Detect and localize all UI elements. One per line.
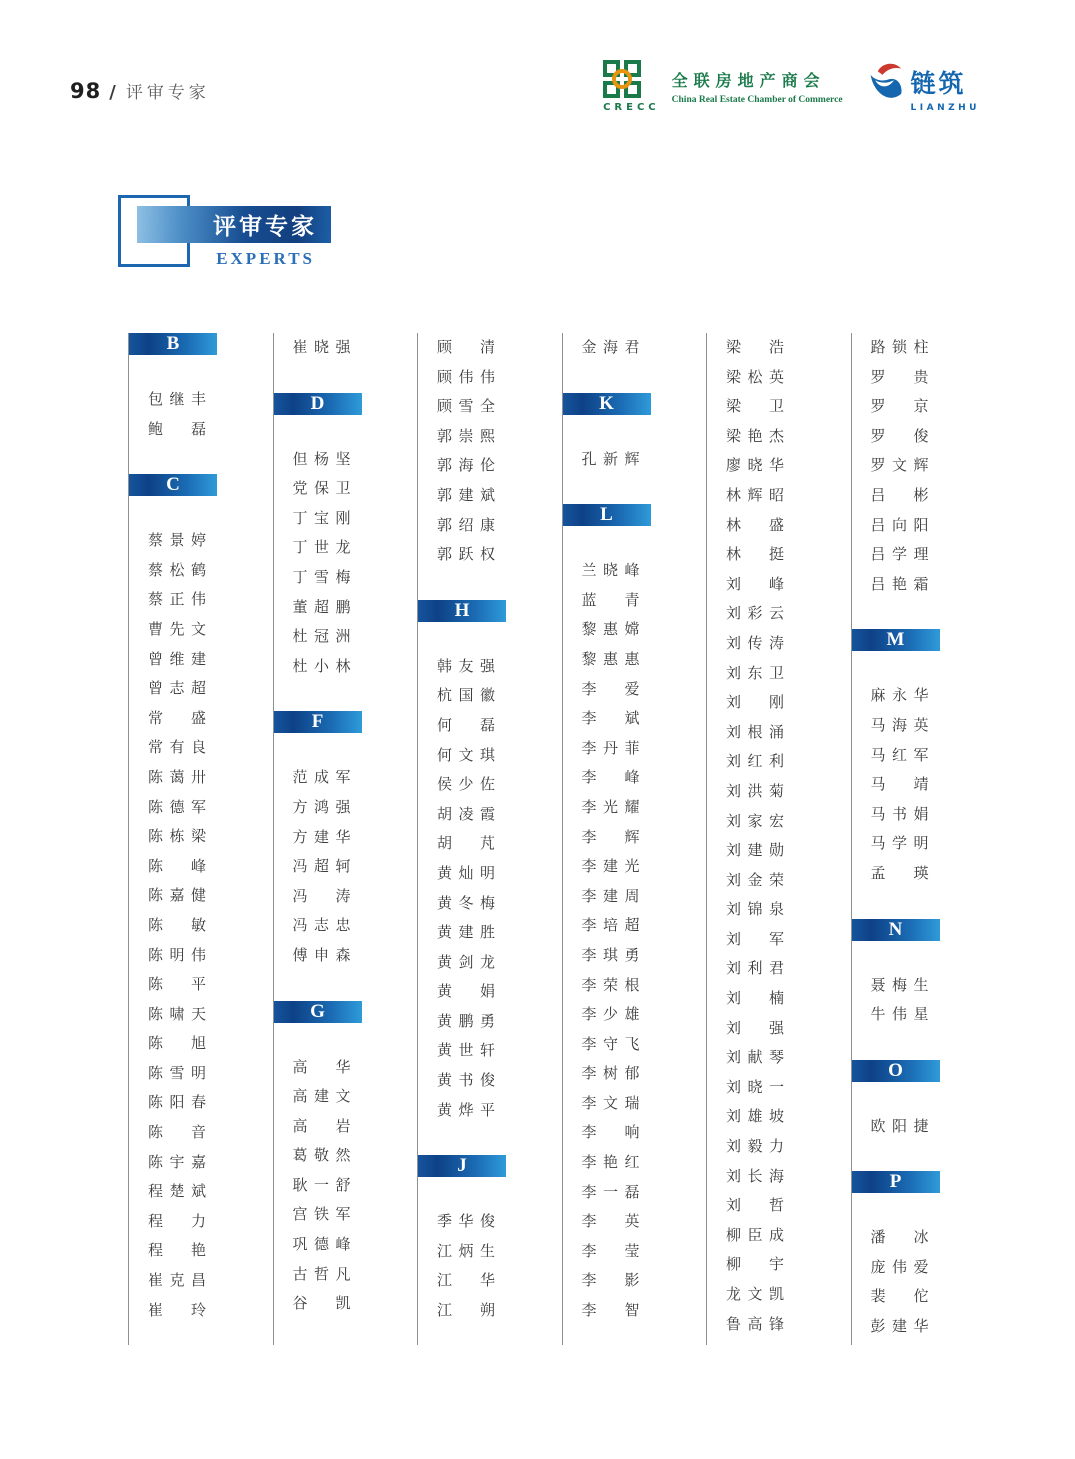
expert-name: 程艳 <box>148 1241 206 1260</box>
expert-name: 崔玲 <box>148 1300 206 1319</box>
expert-name: 陈德军 <box>148 797 206 816</box>
expert-name: 路锁柱 <box>870 338 929 356</box>
expert-name: 刘红利 <box>726 752 784 771</box>
expert-name: 陈啸天 <box>148 1004 206 1023</box>
expert-name: 黎惠惠 <box>581 649 640 668</box>
expert-name: 马学明 <box>870 834 929 853</box>
expert-name: 傅申森 <box>292 945 351 964</box>
expert-name: 孔新辉 <box>581 449 640 468</box>
experts-columns <box>128 333 995 1345</box>
expert-name: 陈蔼卅 <box>148 767 206 786</box>
expert-name: 梁浩 <box>726 338 784 356</box>
expert-name: 刘强 <box>726 1018 784 1037</box>
crecc-mark-icon <box>603 60 641 98</box>
expert-name: 黄世轩 <box>437 1041 495 1060</box>
crecc-logo <box>603 60 842 113</box>
expert-name: 巩德峰 <box>292 1235 351 1254</box>
expert-name: 胡凌霞 <box>437 804 495 823</box>
expert-name: 宫铁军 <box>292 1205 351 1224</box>
expert-name: 鲍磊 <box>148 419 206 438</box>
expert-name: 刘洪菊 <box>726 781 784 800</box>
expert-name: 郭绍康 <box>437 515 495 534</box>
expert-name: 吕向阳 <box>870 515 929 534</box>
expert-name: 刘建勋 <box>726 841 784 860</box>
expert-name: 刘东卫 <box>726 663 784 682</box>
expert-name: 顾雪全 <box>437 397 495 416</box>
expert-name: 蓝青 <box>581 590 640 609</box>
expert-name: 黄书俊 <box>437 1071 495 1090</box>
expert-name: 陈雪明 <box>148 1063 206 1082</box>
expert-name: 江炳生 <box>437 1241 495 1260</box>
page-title-en: EXPERTS <box>216 249 315 268</box>
lianzhu-name-cn: 链筑 <box>910 69 967 98</box>
expert-name: 江华 <box>437 1271 495 1290</box>
lianzhu-mark-icon <box>867 60 903 106</box>
section-letter-B: B <box>129 333 217 355</box>
expert-name: 陈嘉健 <box>148 886 206 905</box>
section-letter-L: L <box>563 504 651 526</box>
expert-name: 黄娟 <box>437 982 495 1001</box>
expert-name: 曾志超 <box>148 679 206 698</box>
expert-name: 李响 <box>581 1123 640 1142</box>
expert-name: 丁世龙 <box>292 538 351 557</box>
page-title: 评审专家 <box>137 206 331 243</box>
expert-name: 刘锦泉 <box>726 900 784 919</box>
expert-name: 陈阳春 <box>148 1093 206 1112</box>
expert-name: 杜冠洲 <box>292 627 351 646</box>
expert-name: 黄灿明 <box>437 863 495 882</box>
expert-name: 刘根涌 <box>726 722 784 741</box>
expert-name: 吕艳霜 <box>870 574 929 593</box>
expert-name: 季华俊 <box>437 1212 495 1231</box>
experts-column-2 <box>273 333 418 1345</box>
expert-name: 崔克昌 <box>148 1271 206 1290</box>
expert-name: 冯超轲 <box>292 857 351 876</box>
experts-column-6 <box>851 333 996 1345</box>
expert-name: 吕学理 <box>870 545 929 564</box>
expert-name: 罗京 <box>870 397 929 416</box>
expert-name: 谷凯 <box>292 1294 351 1313</box>
expert-name: 何磊 <box>437 715 495 734</box>
expert-name: 常盛 <box>148 708 206 727</box>
expert-name: 侯少佐 <box>437 775 495 794</box>
expert-name: 李光耀 <box>581 797 640 816</box>
expert-name: 刘雄坡 <box>726 1107 784 1126</box>
crecc-abbr: CRECC <box>603 102 660 113</box>
section-letter-P: P <box>852 1171 940 1193</box>
expert-name: 罗俊 <box>870 426 929 445</box>
section-letter-M: M <box>852 629 940 651</box>
expert-name: 罗贵 <box>870 367 929 386</box>
expert-name: 林挺 <box>726 545 784 564</box>
expert-name: 范成军 <box>292 768 351 787</box>
expert-name: 江朔 <box>437 1301 495 1320</box>
expert-name: 顾伟伟 <box>437 367 495 386</box>
expert-name: 李一磊 <box>581 1182 640 1201</box>
expert-name: 杜小林 <box>292 656 351 675</box>
expert-name: 葛敬然 <box>292 1146 351 1165</box>
expert-name: 陈明伟 <box>148 945 206 964</box>
expert-name: 常有良 <box>148 738 206 757</box>
expert-name: 马海英 <box>870 715 929 734</box>
expert-name: 李莹 <box>581 1241 640 1260</box>
expert-name: 庞伟爱 <box>870 1257 929 1276</box>
expert-name: 李艳红 <box>581 1153 640 1172</box>
expert-name: 刘献琴 <box>726 1048 784 1067</box>
expert-name: 潘冰 <box>870 1228 929 1247</box>
expert-name: 刘刚 <box>726 693 784 712</box>
expert-name: 李斌 <box>581 709 640 728</box>
expert-name: 彭建华 <box>870 1317 929 1336</box>
experts-column-3 <box>417 333 562 1345</box>
expert-name: 陈敏 <box>148 915 206 934</box>
expert-name: 刘晓一 <box>726 1077 784 1096</box>
expert-name: 刘哲 <box>726 1196 784 1215</box>
expert-name: 陈音 <box>148 1123 206 1142</box>
expert-name: 李爱 <box>581 679 640 698</box>
expert-name: 郭建斌 <box>437 485 495 504</box>
expert-name: 柳宇 <box>726 1255 784 1274</box>
expert-name: 李荣根 <box>581 975 640 994</box>
section-letter-N: N <box>852 919 940 941</box>
expert-name: 兰晓峰 <box>581 561 640 580</box>
expert-name: 聂梅生 <box>870 975 929 994</box>
expert-name: 党保卫 <box>292 479 351 498</box>
crecc-name-en: China Real Estate Chamber of Commerce <box>671 95 843 105</box>
expert-name: 杭国徽 <box>437 686 495 705</box>
expert-name: 刘彩云 <box>726 604 784 623</box>
expert-name: 高建文 <box>292 1087 351 1106</box>
expert-name: 韩友强 <box>437 656 495 675</box>
expert-name: 丁雪梅 <box>292 567 351 586</box>
expert-name: 胡芃 <box>437 834 495 853</box>
expert-name: 刘长海 <box>726 1166 784 1185</box>
expert-name: 陈栋梁 <box>148 827 206 846</box>
expert-name: 古哲凡 <box>292 1264 351 1283</box>
lianzhu-name-en: LIANZHU <box>910 103 980 113</box>
expert-name: 刘峰 <box>726 574 784 593</box>
page-number: 98 <box>70 79 102 103</box>
expert-name: 李影 <box>581 1271 640 1290</box>
expert-name: 程力 <box>148 1211 206 1230</box>
expert-name: 梁艳杰 <box>726 426 784 445</box>
page-header <box>70 78 210 103</box>
expert-name: 程楚斌 <box>148 1182 206 1201</box>
expert-name: 欧阳捷 <box>870 1116 929 1135</box>
page-section-label: 评审专家 <box>125 83 210 103</box>
expert-name: 黄烨平 <box>437 1100 495 1119</box>
expert-name: 李建光 <box>581 857 640 876</box>
expert-name: 鲁高锋 <box>726 1314 784 1333</box>
expert-name: 裴佗 <box>870 1287 929 1306</box>
section-letter-C: C <box>129 474 217 496</box>
expert-name: 林盛 <box>726 515 784 534</box>
expert-name: 柳臣成 <box>726 1225 784 1244</box>
expert-name: 刘军 <box>726 929 784 948</box>
expert-name: 方建华 <box>292 827 351 846</box>
expert-name: 陈峰 <box>148 856 206 875</box>
expert-name: 孟瑛 <box>870 863 929 882</box>
expert-name: 丁宝刚 <box>292 508 351 527</box>
experts-column-4 <box>562 333 707 1345</box>
expert-name: 李培超 <box>581 916 640 935</box>
expert-name: 耿一舒 <box>292 1175 351 1194</box>
expert-name: 但杨坚 <box>292 449 351 468</box>
expert-name: 蔡松鹤 <box>148 560 206 579</box>
section-letter-O: O <box>852 1060 940 1082</box>
expert-name: 梁卫 <box>726 397 784 416</box>
expert-name: 高岩 <box>292 1116 351 1135</box>
expert-name: 刘楠 <box>726 989 784 1008</box>
experts-column-1 <box>128 333 273 1345</box>
expert-name: 李丹菲 <box>581 738 640 757</box>
expert-name: 曾维建 <box>148 649 206 668</box>
page-divider: / <box>109 82 116 103</box>
expert-name: 麻永华 <box>870 686 929 705</box>
expert-name: 黄剑龙 <box>437 952 495 971</box>
experts-column-5 <box>706 333 851 1345</box>
expert-name: 李树郁 <box>581 1064 640 1083</box>
expert-name: 马红军 <box>870 745 929 764</box>
expert-name: 顾清 <box>437 338 495 356</box>
expert-name: 方鸿强 <box>292 797 351 816</box>
expert-name: 陈平 <box>148 975 206 994</box>
expert-name: 马书娟 <box>870 804 929 823</box>
expert-name: 郭海伦 <box>437 456 495 475</box>
expert-name: 黄建胜 <box>437 923 495 942</box>
expert-name: 罗文辉 <box>870 456 929 475</box>
expert-name: 林辉昭 <box>726 485 784 504</box>
expert-name: 包继丰 <box>148 390 206 408</box>
expert-name: 刘毅力 <box>726 1137 784 1156</box>
crecc-name-cn: 全联房地产商会 <box>671 71 826 90</box>
expert-name: 李辉 <box>581 827 640 846</box>
expert-name: 陈宇嘉 <box>148 1152 206 1171</box>
expert-name: 李英 <box>581 1212 640 1231</box>
expert-name: 郭崇熙 <box>437 426 495 445</box>
expert-name: 李建周 <box>581 886 640 905</box>
expert-name: 郭跃权 <box>437 545 495 564</box>
expert-name: 刘传涛 <box>726 633 784 652</box>
expert-name: 黄鹏勇 <box>437 1011 495 1030</box>
expert-name: 李守飞 <box>581 1034 640 1053</box>
expert-name: 梁松英 <box>726 367 784 386</box>
section-letter-J: J <box>418 1155 506 1177</box>
expert-name: 李少雄 <box>581 1005 640 1024</box>
expert-name: 吕彬 <box>870 485 929 504</box>
expert-name: 李文瑞 <box>581 1093 640 1112</box>
expert-name: 李琪勇 <box>581 945 640 964</box>
expert-name: 黄冬梅 <box>437 893 495 912</box>
section-letter-F: F <box>274 711 362 733</box>
crecc-ring-icon <box>612 69 632 89</box>
section-letter-D: D <box>274 393 362 415</box>
expert-name: 牛伟星 <box>870 1005 929 1024</box>
expert-name: 马靖 <box>870 775 929 794</box>
expert-name: 黎惠嫦 <box>581 620 640 639</box>
expert-name: 刘利君 <box>726 959 784 978</box>
expert-name: 李智 <box>581 1301 640 1320</box>
expert-name: 冯志忠 <box>292 916 351 935</box>
expert-name: 何文琪 <box>437 745 495 764</box>
expert-name: 董超鹏 <box>292 597 351 616</box>
section-letter-G: G <box>274 1001 362 1023</box>
expert-name: 冯涛 <box>292 886 351 905</box>
expert-name: 高华 <box>292 1057 351 1076</box>
section-letter-H: H <box>418 600 506 622</box>
expert-name: 龙文凯 <box>726 1285 784 1303</box>
expert-name: 曹先文 <box>148 619 206 638</box>
expert-name: 崔晓强 <box>292 338 351 356</box>
expert-name: 蔡景婷 <box>148 531 206 550</box>
expert-name: 金海君 <box>581 338 640 356</box>
section-letter-K: K <box>563 393 651 415</box>
expert-name: 陈旭 <box>148 1034 206 1053</box>
lianzhu-logo <box>867 60 980 113</box>
expert-name: 蔡正伟 <box>148 590 206 609</box>
expert-name: 刘家宏 <box>726 811 784 830</box>
expert-name: 李峰 <box>581 768 640 787</box>
expert-name: 刘金荣 <box>726 870 784 889</box>
expert-name: 廖晓华 <box>726 456 784 475</box>
header-logos <box>603 60 980 113</box>
